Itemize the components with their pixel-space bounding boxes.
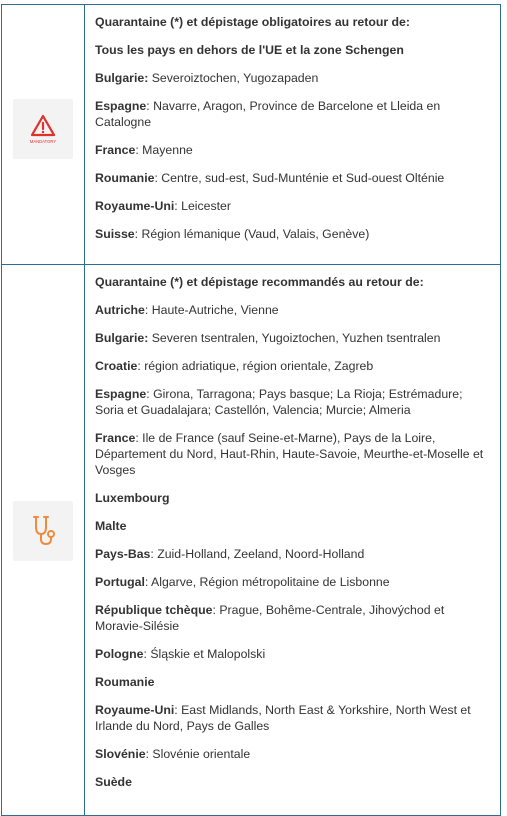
list-item: Espagne: Girona, Tarragona; Pays basque; La Rioja; Estrémadure; Soria et Guadalajara; Castellón, Valencia; Murcie; Almeria <box>95 387 463 417</box>
list-item: Pologne: Śląskie et Malopolski <box>95 647 266 661</box>
list-item: Espagne: Navarre, Aragon, Province de Barcelone et Lleida en Catalogne <box>95 99 441 129</box>
list-item: Croatie: région adriatique, région orientale, Zagreb <box>95 359 374 373</box>
list-item: Roumanie <box>95 675 155 689</box>
list-item: Bulgarie: Severen tsentralen, Yugoiztochen, Yuzhen tsentralen <box>95 331 441 345</box>
list-item: Slovénie: Slovénie orientale <box>95 747 251 761</box>
list-item: Suisse: Région lémanique (Vaud, Valais, Genève) <box>95 227 370 241</box>
list-item: Luxembourg <box>95 491 170 505</box>
section-heading: Quarantaine (*) et dépistage obligatoires au retour de: <box>95 15 410 29</box>
section-heading: Quarantaine (*) et dépistage recommandés au retour de: <box>95 275 424 289</box>
section-content <box>95 274 492 802</box>
list-item: Roumanie: Centre, sud-est, Sud-Munténie et Sud-ouest Olténie <box>95 171 445 185</box>
column-divider <box>84 265 85 815</box>
mandatory-icon-box <box>13 99 73 159</box>
table-row-mandatory <box>1 4 501 265</box>
section-content <box>95 14 492 254</box>
section-subheading: Tous les pays en dehors de l'UE et la zone Schengen <box>95 43 404 57</box>
list-item: Malte <box>95 519 127 533</box>
icon-caption: MANDATORY <box>29 139 57 144</box>
list-item: France: Mayenne <box>95 143 193 157</box>
list-item: Pays-Bas: Zuid-Holland, Zeeland, Noord-Holland <box>95 547 365 561</box>
recommended-icon-box <box>13 501 73 561</box>
list-item: Autriche: Haute-Autriche, Vienne <box>95 303 279 317</box>
list-item: Royaume-Uni: East Midlands, North East & Yorkshire, North West et Irlande du Nord, Pays de Galles <box>95 703 471 733</box>
list-item: Suède <box>95 775 132 789</box>
list-item: France: Ile de France (sauf Seine-et-Marne), Pays de la Loire, Département du Nord, Haut-Rhin, Haute-Savoie, Meurthe-et-Moselle et Vosges <box>95 431 484 477</box>
column-divider <box>84 5 85 264</box>
list-item: République tchèque: Prague, Bohême-Centrale, Jihovýchod et Moravie-Silésie <box>95 603 445 633</box>
list-item: Bulgarie: Severoiztochen, Yugozapaden <box>95 71 319 85</box>
stethoscope-icon <box>13 501 73 561</box>
list-item: Portugal: Algarve, Région métropolitaine de Lisbonne <box>95 575 390 589</box>
table-row-recommended <box>1 264 501 816</box>
list-item: Royaume-Uni: Leicester <box>95 199 231 213</box>
warning-triangle-icon <box>13 99 73 159</box>
